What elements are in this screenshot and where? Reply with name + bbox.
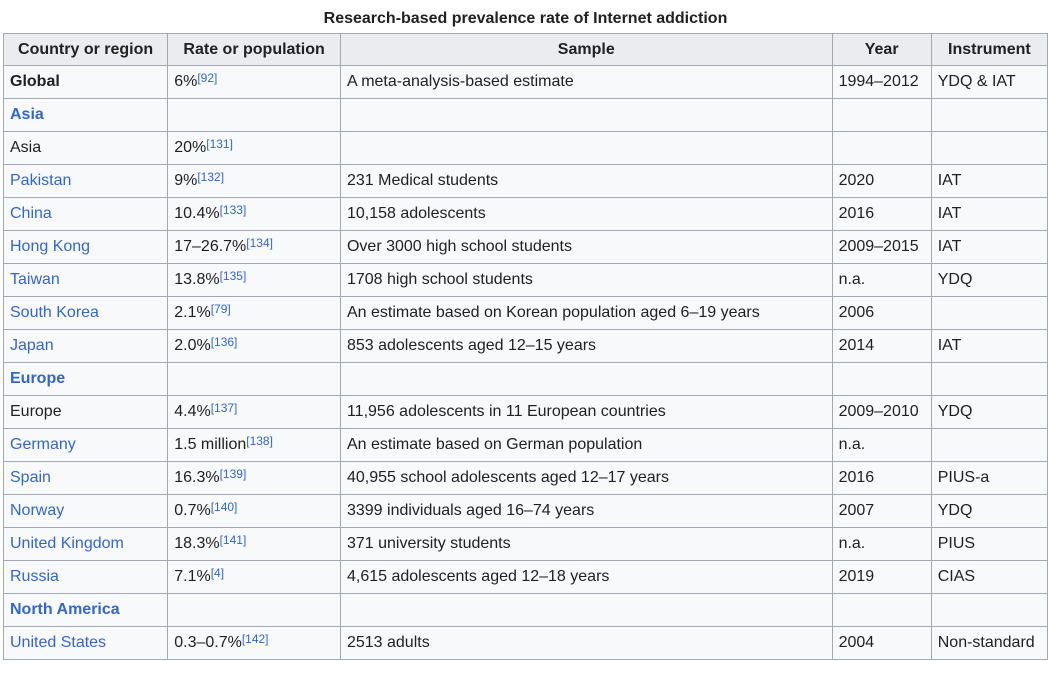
instrument-cell [931, 297, 1047, 330]
citation-link[interactable]: [136] [210, 335, 238, 349]
instrument-cell [931, 132, 1047, 165]
rate-cell [168, 132, 341, 165]
rate-value: 0.7% [174, 502, 211, 519]
region-link[interactable]: Europe [4, 363, 168, 396]
rate-value: 16.3% [174, 469, 220, 486]
year-cell: 2007 [832, 495, 931, 528]
table-row [4, 429, 1048, 462]
sample-cell: 853 adolescents aged 12–15 years [340, 330, 832, 363]
region-cell: Europe [4, 396, 168, 429]
sample-cell: 371 university students [340, 528, 832, 561]
region-cell: Global [4, 66, 168, 99]
instrument-cell: IAT [931, 165, 1047, 198]
table-row [4, 363, 1048, 396]
header-year: Year [832, 34, 931, 66]
instrument-cell: PIUS [931, 528, 1047, 561]
rate-value: 2.0% [174, 337, 211, 354]
rate-cell [168, 330, 341, 363]
rate-value: 4.4% [174, 403, 211, 420]
rate-cell [168, 231, 341, 264]
rate-cell [168, 429, 341, 462]
rate-cell [168, 165, 341, 198]
header-sample: Sample [340, 34, 832, 66]
table-row [4, 264, 1048, 297]
rate-value: 6% [174, 73, 198, 90]
instrument-cell [931, 99, 1047, 132]
rate-cell [168, 99, 341, 132]
citation-link[interactable]: [142] [241, 632, 269, 646]
instrument-cell: IAT [931, 198, 1047, 231]
table-row [4, 396, 1048, 429]
year-cell: 2016 [832, 462, 931, 495]
table-row [4, 297, 1048, 330]
region-link[interactable]: Norway [4, 495, 168, 528]
region-cell: Asia [4, 132, 168, 165]
sample-cell: An estimate based on German population [340, 429, 832, 462]
rate-cell [168, 396, 341, 429]
rate-value: 18.3% [174, 535, 220, 552]
header-country-or-region: Country or region [4, 34, 168, 66]
region-link[interactable]: Germany [4, 429, 168, 462]
sample-cell: Over 3000 high school students [340, 231, 832, 264]
rate-cell [168, 66, 341, 99]
rate-cell [168, 198, 341, 231]
sample-cell: 231 Medical students [340, 165, 832, 198]
sample-cell: A meta-analysis-based estimate [340, 66, 832, 99]
region-link[interactable]: Taiwan [4, 264, 168, 297]
citation-link[interactable]: [134] [246, 236, 273, 250]
region-link[interactable]: Hong Kong [4, 231, 168, 264]
region-link[interactable]: United States [4, 627, 168, 660]
rate-value: 9% [174, 172, 198, 189]
sample-cell [340, 132, 832, 165]
rate-cell [168, 594, 341, 627]
citation-link[interactable]: [138] [246, 434, 273, 448]
rate-cell [168, 528, 341, 561]
citation-link[interactable]: [135] [219, 269, 247, 283]
year-cell: 1994–2012 [832, 66, 931, 99]
citation-link[interactable]: [132] [197, 170, 225, 184]
year-cell: n.a. [832, 264, 931, 297]
table-row [4, 231, 1048, 264]
instrument-cell: PIUS-a [931, 462, 1047, 495]
instrument-cell: CIAS [931, 561, 1047, 594]
table-row [4, 132, 1048, 165]
region-link[interactable]: Spain [4, 462, 168, 495]
instrument-cell: YDQ [931, 264, 1047, 297]
region-link[interactable]: Pakistan [4, 165, 168, 198]
citation-link[interactable]: [79] [210, 302, 231, 316]
rate-cell [168, 627, 341, 660]
sample-cell: An estimate based on Korean population aged 6–19 years [340, 297, 832, 330]
citation-link[interactable]: [141] [219, 533, 247, 547]
table-row [4, 66, 1048, 99]
table-row [4, 165, 1048, 198]
rate-value: 2.1% [174, 304, 211, 321]
sample-cell: 10,158 adolescents [340, 198, 832, 231]
region-link[interactable]: Russia [4, 561, 168, 594]
region-link[interactable]: Japan [4, 330, 168, 363]
table-row [4, 561, 1048, 594]
region-link[interactable]: Asia [4, 99, 168, 132]
sample-cell [340, 594, 832, 627]
table-row [4, 627, 1048, 660]
citation-link[interactable]: [92] [197, 71, 218, 85]
header-row [4, 34, 1048, 66]
rate-cell [168, 561, 341, 594]
sample-cell: 4,615 adolescents aged 12–18 years [340, 561, 832, 594]
year-cell: n.a. [832, 528, 931, 561]
instrument-cell: IAT [931, 231, 1047, 264]
citation-link[interactable]: [140] [210, 500, 238, 514]
year-cell [832, 132, 931, 165]
sample-cell [340, 363, 832, 396]
citation-link[interactable]: [133] [219, 203, 247, 217]
rate-cell [168, 495, 341, 528]
sample-cell: 1708 high school students [340, 264, 832, 297]
rate-cell [168, 363, 341, 396]
sample-cell: 11,956 adolescents in 11 European countries [340, 396, 832, 429]
region-link[interactable]: South Korea [4, 297, 168, 330]
table-caption: Research-based prevalence rate of Internet addiction [323, 10, 728, 27]
year-cell: n.a. [832, 429, 931, 462]
rate-value: 13.8% [174, 271, 220, 288]
sample-cell: 2513 adults [340, 627, 832, 660]
region-link[interactable]: China [4, 198, 168, 231]
prevalence-table [3, 33, 1048, 660]
year-cell: 2014 [832, 330, 931, 363]
sample-cell: 3399 individuals aged 16–74 years [340, 495, 832, 528]
table-row [4, 495, 1048, 528]
table-row [4, 528, 1048, 561]
instrument-cell [931, 363, 1047, 396]
rate-cell [168, 462, 341, 495]
region-link[interactable]: United Kingdom [4, 528, 168, 561]
table-row [4, 198, 1048, 231]
year-cell: 2009–2010 [832, 396, 931, 429]
rate-value: 20% [174, 139, 207, 156]
year-cell: 2004 [832, 627, 931, 660]
year-cell: 2019 [832, 561, 931, 594]
rate-value: 17–26.7% [174, 238, 247, 255]
instrument-cell [931, 594, 1047, 627]
region-link[interactable]: North America [4, 594, 168, 627]
year-cell: 2016 [832, 198, 931, 231]
rate-value: 1.5 million [174, 436, 247, 453]
instrument-cell: Non-standard [931, 627, 1047, 660]
instrument-cell [931, 429, 1047, 462]
sample-cell [340, 99, 832, 132]
instrument-cell: YDQ [931, 495, 1047, 528]
rate-cell [168, 264, 341, 297]
table-row [4, 99, 1048, 132]
year-cell [832, 363, 931, 396]
year-cell: 2009–2015 [832, 231, 931, 264]
citation-link[interactable]: [137] [210, 401, 238, 415]
table-row [4, 594, 1048, 627]
year-cell: 2006 [832, 297, 931, 330]
table-row [4, 330, 1048, 363]
rate-cell [168, 297, 341, 330]
year-cell [832, 594, 931, 627]
header-rate-or-population: Rate or population [168, 34, 341, 66]
year-cell: 2020 [832, 165, 931, 198]
header-instrument: Instrument [931, 34, 1047, 66]
table-row [4, 462, 1048, 495]
rate-value: 0.3–0.7% [174, 634, 242, 651]
year-cell [832, 99, 931, 132]
sample-cell: 40,955 school adolescents aged 12–17 years [340, 462, 832, 495]
citation-link[interactable]: [131] [206, 137, 233, 151]
rate-value: 10.4% [174, 205, 220, 222]
citation-link[interactable]: [4] [210, 566, 225, 580]
instrument-cell: IAT [931, 330, 1047, 363]
instrument-cell: YDQ [931, 396, 1047, 429]
citation-link[interactable]: [139] [219, 467, 247, 481]
instrument-cell: YDQ & IAT [931, 66, 1047, 99]
rate-value: 7.1% [174, 568, 211, 585]
